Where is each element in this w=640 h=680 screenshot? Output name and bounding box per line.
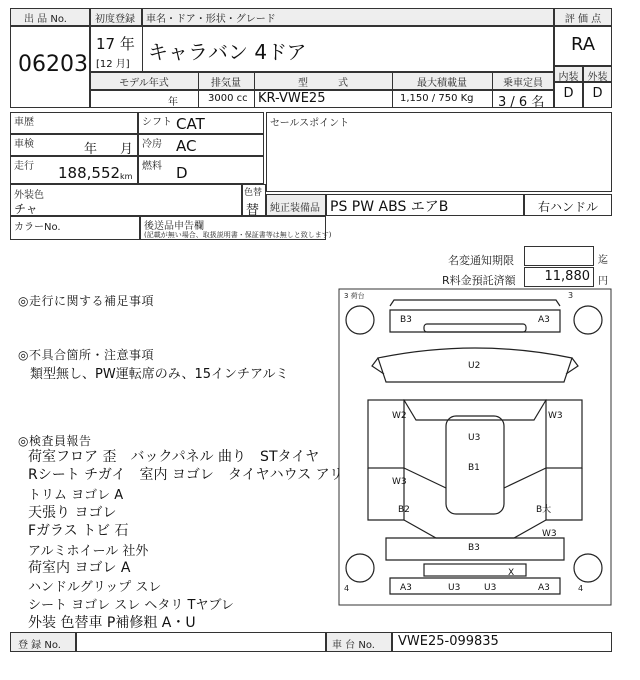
ext-color-cell: [10, 184, 242, 216]
inspector-line: ハンドルグリップ スレ: [28, 580, 162, 595]
shift: CAT: [176, 115, 205, 133]
mark-u3: U3: [468, 433, 481, 443]
inspection-label: 車検: [14, 139, 34, 150]
defects-title: ◎不具合箇所・注意事項: [18, 348, 154, 362]
divider: [254, 72, 255, 108]
chassis-no: VWE25-099835: [398, 634, 499, 649]
mark-b2: B2: [398, 505, 410, 515]
history-label: 車歴: [14, 117, 34, 128]
type-label: 型 式: [298, 78, 348, 89]
front-bumper: [390, 310, 560, 332]
first-reg-year: 17 年: [96, 35, 135, 53]
interior-label: 内装: [558, 72, 579, 83]
displacement: 3000 cc: [208, 93, 248, 104]
inspector-line: トリム ヨゴレ A: [28, 488, 124, 503]
type-value: KR-VWE25: [258, 91, 326, 106]
chassis-label: 車 台 No.: [332, 640, 375, 651]
mark-top-a3: A3: [538, 315, 550, 325]
score: RA: [570, 34, 596, 55]
divider: [142, 26, 143, 72]
mark-a3-br: A3: [538, 583, 550, 593]
steering: 右ハンドル: [537, 200, 598, 214]
mileage-label: 走行: [14, 161, 34, 172]
max-load: 1,150 / 750 Kg: [400, 93, 474, 104]
car-damage-diagram: [338, 288, 612, 606]
mark-b1: B1: [468, 463, 480, 473]
rear-deck: [404, 520, 546, 538]
exterior-label: 外装: [587, 72, 608, 83]
reg-no-cell: [76, 632, 326, 652]
max-load-label: 最大積載量: [417, 78, 467, 89]
tire-rear-right: [574, 554, 602, 582]
displacement-label: 排気量: [211, 78, 241, 89]
fuel: D: [176, 164, 188, 182]
front-grille: [424, 324, 526, 332]
divider: [198, 72, 199, 108]
mark-u3-bottom: U3: [448, 583, 461, 593]
model-year-label: モデル年式: [119, 78, 169, 89]
repaint-label: 色替: [244, 188, 263, 198]
inspector-line: Rシート チガイ 室内 ヨゴレ タイヤハウス アリ: [28, 467, 344, 483]
ext-color: チャ: [14, 202, 38, 216]
mark-a3-bl: A3: [400, 583, 412, 593]
exterior-grade: D: [592, 86, 603, 101]
rear-bumper: [390, 578, 560, 594]
first-reg-month: [12 月]: [96, 59, 130, 70]
inspector-line: 外装 色替車 P補修粗 A・U: [28, 615, 196, 631]
recycle-unit: 円: [598, 276, 608, 287]
windshield: [404, 400, 546, 420]
diagram-frame: [339, 289, 611, 605]
name-change-cell: [524, 246, 594, 266]
ext-color-label: 外装色: [14, 190, 44, 201]
equipment-label: 純正装備品: [270, 203, 320, 214]
mark-b3: B3: [468, 543, 480, 553]
front-bumper-top: [390, 300, 560, 306]
lot-no-label: 出 品 No.: [24, 14, 67, 25]
car-name-label: 車名・ドア・形状・グレード: [146, 14, 276, 25]
corner-label-tr: 3: [568, 291, 574, 300]
side-right-rear: [546, 468, 582, 520]
inspector-line: Fガラス トビ 石: [28, 523, 129, 539]
car-name: キャラバン 4ドア: [148, 40, 307, 64]
mileage: 188,552: [58, 164, 121, 182]
shift-label: シフト: [142, 117, 172, 128]
lot-no: 06203: [18, 52, 88, 77]
driving-title: ◎走行に関する補足事項: [18, 294, 154, 308]
mark-w3-lower-right: W3: [542, 529, 557, 539]
mark-w3-left: W3: [392, 477, 407, 487]
tire-rear-left: [346, 554, 374, 582]
name-change-unit: 迄: [598, 255, 608, 266]
fuel-label: 燃料: [142, 161, 162, 172]
corner-label-bl: 4: [344, 584, 350, 593]
color-no-label: カラーNo.: [14, 222, 61, 233]
interior-grade: D: [563, 86, 574, 101]
inspection-year: 年: [84, 142, 98, 157]
inspector-title: ◎検査員報告: [18, 434, 92, 448]
divider: [392, 72, 393, 108]
inspector-line: 荷室フロア 歪 バックパネル 曲り STタイヤ: [28, 449, 320, 465]
divider: [492, 72, 493, 108]
sales-point-label: セールスポイント: [270, 118, 350, 129]
tire-front-right: [574, 306, 602, 334]
mark-u3-bottom-2: U3: [484, 583, 497, 593]
recycle-amount: 11,880: [544, 269, 590, 284]
model-year-unit: 年: [168, 97, 178, 108]
tire-front-left: [346, 306, 374, 334]
inspector-line: シート ヨゴレ スレ ヘタリ Tヤブレ: [28, 598, 234, 613]
reg-no-label: 登 録 No.: [18, 640, 61, 651]
repaint: 替: [246, 203, 260, 218]
name-change-label: 名変通知期限: [448, 254, 514, 267]
mark-x: X: [508, 568, 515, 578]
inspector-line: 荷室内 ヨゴレ A: [28, 560, 131, 576]
inspector-line: アルミホイール 社外: [28, 544, 149, 559]
mark-w3-right: W3: [548, 411, 563, 421]
capacity-label: 乗車定員: [503, 78, 543, 89]
capacity: 3 / 6 名: [498, 95, 545, 110]
mark-top-b3: B3: [400, 315, 412, 325]
mark-u2: U2: [468, 361, 481, 371]
aftermarket-label: 後送品申告欄: [144, 221, 204, 232]
corner-label-tl: 3 荷台: [344, 292, 365, 300]
score-label: 評 価 点: [564, 14, 602, 25]
recycle-label: R料金預託済額: [442, 274, 516, 287]
mileage-unit: km: [120, 172, 133, 181]
corner-label-br: 4: [578, 584, 584, 593]
aftermarket-note: (記載が無い場合、取扱説明書・保証書等は無しと致します): [144, 231, 332, 239]
inspector-line: 天張り ヨゴレ: [28, 505, 117, 521]
equipment: PS PW ABS エアB: [330, 199, 449, 215]
mark-b-dai: B大: [536, 505, 552, 515]
mark-w2: W2: [392, 411, 407, 421]
ac-label: 冷房: [142, 139, 162, 150]
defects-text: 類型無し、PW運転席のみ、15インチアルミ: [30, 367, 289, 382]
ac: AC: [176, 137, 197, 155]
first-reg-label: 初度登録: [95, 14, 135, 25]
inspection-month: 月: [120, 142, 134, 157]
